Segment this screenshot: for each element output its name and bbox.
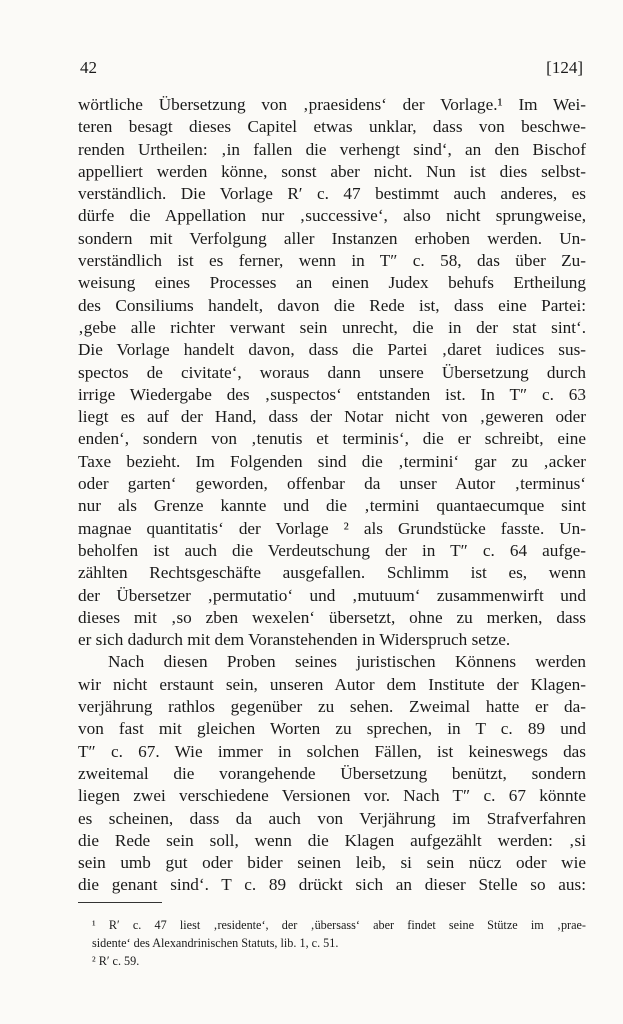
body-line: nur als Grenze kannte und die ‚termini quantaecumque sint xyxy=(78,496,586,516)
body-line: Die Vorlage handelt davon, dass die Partei ‚daret iudices sus- xyxy=(78,340,586,360)
body-line: teren besagt dieses Capitel etwas unklar, dass von beschwe- xyxy=(78,117,586,137)
page-header xyxy=(80,58,583,78)
body-line: wir nicht erstaunt sein, unseren Autor dem Institute der Klagen- xyxy=(78,674,586,694)
body-line: oder garten‘ geworden, offenbar da unser Autor ‚terminus‘ xyxy=(78,474,586,494)
body-line: appelliert werden könne, sonst aber nicht. Nun ist dies selbst- xyxy=(78,161,586,181)
footnotes xyxy=(78,916,586,970)
body-line: Nach diesen Proben seines juristischen Könnens werden xyxy=(108,652,586,672)
body-line: sondern mit Verfolgung aller Instanzen erhoben werden. Un- xyxy=(78,228,586,248)
footnote-line: sidente‘ des Alexandrinischen Statuts, lib. 1, c. 51. xyxy=(92,936,339,950)
body-line: zweitemal die vorangehende Übersetzung benützt, sondern xyxy=(78,763,586,783)
body-line: dieses mit ‚so zben wexelen‘ übersetzt, ohne zu merken, dass xyxy=(78,607,586,627)
body-line: verständlich. Die Vorlage R′ c. 47 bestimmt auch anderes, es xyxy=(78,184,586,204)
page-number: 42 xyxy=(80,58,97,77)
body-line: von fast mit gleichen Worten zu sprechen, in T c. 89 und xyxy=(78,719,586,739)
body-line: wörtliche Übersetzung von ‚praesidens‘ der Vorlage.¹ Im Wei- xyxy=(78,95,586,114)
body-line: irrige Wiedergabe des ‚suspectos‘ entstanden ist. In T″ c. 63 xyxy=(78,384,586,404)
body-line: verjährung rathlos gegenüber zu sehen. Zweimal hatte er da- xyxy=(78,697,586,717)
body-line: magnae quantitatis‘ der Vorlage ² als Grundstücke fasste. Un- xyxy=(78,518,586,538)
bracket-page-number: [124] xyxy=(546,58,583,77)
footnote-line: ² R′ c. 59. xyxy=(92,954,140,968)
body-text xyxy=(78,94,586,897)
body-line: Taxe bezieht. Im Folgenden sind die ‚termini‘ gar zu ‚acker xyxy=(78,451,586,471)
body-line: liegen zwei verschiedene Versionen vor. Nach T″ c. 67 könnte xyxy=(78,786,586,806)
body-line: die Rede sein soll, wenn die Klagen aufgezählt werden: ‚si xyxy=(78,830,586,850)
body-line: dürfe die Appellation nur ‚successive‘, also nicht sprungweise, xyxy=(78,206,586,226)
body-line: zählten Rechtsgeschäfte ausgefallen. Schlimm ist es, wenn xyxy=(78,563,586,583)
body-line: es scheinen, dass da auch von Verjährung im Strafverfahren xyxy=(78,808,586,828)
body-line: weisung eines Processes an einen Judex behufs Ertheilung xyxy=(78,273,586,293)
body-line: liegt es auf der Hand, dass der Notar nicht von ‚geweren oder xyxy=(78,407,586,427)
body-line: T″ c. 67. Wie immer in solchen Fällen, ist keineswegs das xyxy=(78,741,586,761)
footnote-rule xyxy=(78,902,162,903)
body-line: er sich dadurch mit dem Voranstehenden in Widerspruch setze. xyxy=(78,630,511,650)
body-line: sein umb gut oder bider seinen leib, si sein nücz oder wie xyxy=(78,853,586,873)
body-line: des Consiliums handelt, davon die Rede ist, dass eine Partei: xyxy=(78,295,586,315)
body-line: beholfen ist auch die Verdeutschung der in T″ c. 64 aufge- xyxy=(78,540,586,560)
footnote-line: ¹ R′ c. 47 liest ‚residente‘, der ‚übersass‘ aber findet seine Stütze im ‚prae- xyxy=(92,918,586,932)
body-line: renden Urtheilen: ‚in fallen die verhengt sind‘, an den Bischof xyxy=(78,139,586,159)
body-line: der Übersetzer ‚permutatio‘ und ‚mutuum‘ zusammenwirft und xyxy=(78,585,586,605)
body-line: verständlich ist es ferner, wenn in T″ c. 58, das über Zu- xyxy=(78,251,586,271)
body-line: die genant sind‘. T c. 89 drückt sich an dieser Stelle so aus: xyxy=(78,875,586,895)
body-line: enden‘, sondern von ‚tenutis et terminis‘, die er schreibt, eine xyxy=(78,429,586,449)
body-line: ‚gebe alle richter verwant sein unrecht, die in der stat sint‘. xyxy=(78,317,586,337)
body-line: spectos de civitate‘, woraus dann unsere Übersetzung durch xyxy=(78,362,586,382)
